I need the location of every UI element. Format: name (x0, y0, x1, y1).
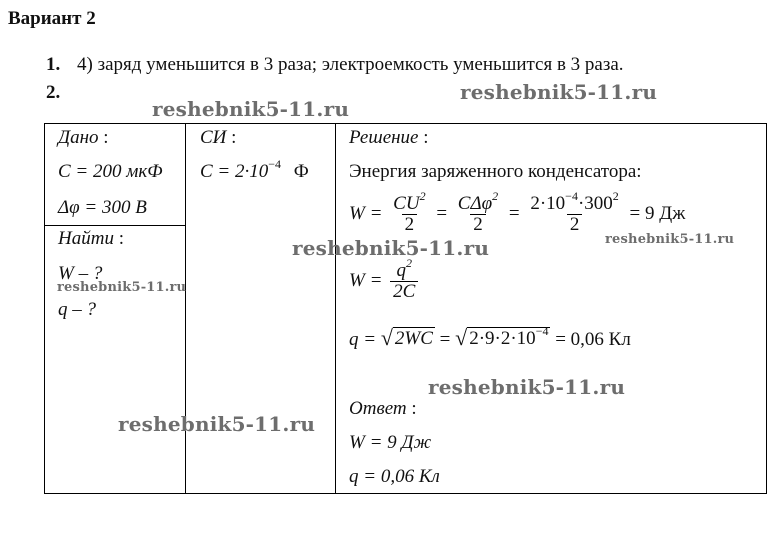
watermark: reshebnik5-11.ru (152, 97, 350, 121)
watermark: reshebnik5-11.ru (118, 412, 316, 436)
square-root-2wc: √ 2WC (380, 325, 433, 350)
watermark: reshebnik5-11.ru (57, 280, 187, 295)
charge-formula: q = √ 2WC = √ $2\cdot 9\cdot 2\cdot 10^{-4}$ = 0,06 Кл (349, 324, 631, 350)
question-2-number: 2. (46, 82, 61, 103)
fraction-numeric: $\frac{2\cdot 10^{-4}\cdot 300^2}{2}$ (530, 189, 619, 235)
si-heading: СИ : (200, 127, 237, 148)
given-heading: Дано : (58, 127, 109, 148)
given-potential-difference: Δφ = 300 В (58, 197, 147, 218)
variant-title: Вариант 2 (8, 8, 96, 29)
find-energy: W – ? (58, 263, 103, 284)
answer-energy: W = 9 Дж (349, 432, 432, 453)
solution-intro: Энергия заряженного конденсатора: (349, 161, 642, 182)
watermark: reshebnik5-11.ru (460, 80, 658, 104)
watermark: reshebnik5-11.ru (428, 375, 626, 399)
divider-si-solution (335, 124, 336, 493)
solution-table (44, 123, 767, 494)
find-charge: q – ? (58, 299, 96, 320)
divider-given-find (45, 225, 185, 226)
question-1-answer: 4) заряд уменьшится в 3 раза; электроемкость уменьшится в 3 раза. (77, 54, 624, 75)
fraction-cdphi2: $\frac{C\Delta\varphi^2}{2}$ (457, 189, 499, 235)
question-1 (46, 54, 624, 76)
si-capacitance: $C = 2\cdot 10^{-4}$ Ф (200, 157, 309, 182)
watermark: reshebnik5-11.ru (292, 236, 490, 260)
fraction-cu2: $\frac{CU^2}{2}$ (393, 189, 426, 235)
answer-heading: Ответ : (349, 398, 417, 419)
question-1-number: 1. (46, 54, 61, 75)
square-root-numeric: √ $2\cdot 9\cdot 2\cdot 10^{-4}$ (455, 324, 549, 350)
solution-heading: Решение : (349, 127, 429, 148)
answer-charge: q = 0,06 Кл (349, 466, 440, 487)
find-heading: Найти : (58, 228, 124, 249)
energy-formula: W = $\frac{CU^2}{2}$ = $\frac{C\Delta\varphi^2}{2}$ = $\frac{2\cdot 10^{-4}\cdot 300^2}{2}$ = 9 Дж (349, 189, 686, 235)
watermark: reshebnik5-11.ru (605, 232, 735, 247)
question-2 (46, 82, 60, 104)
fraction-q2-2c: $\frac{q^2}{2C}$ (390, 261, 418, 302)
charge-energy-formula: W = $\frac{q^2}{2C}$ (349, 261, 421, 302)
divider-given-si (185, 124, 186, 493)
given-capacitance: C = 200 мкФ (58, 161, 163, 182)
